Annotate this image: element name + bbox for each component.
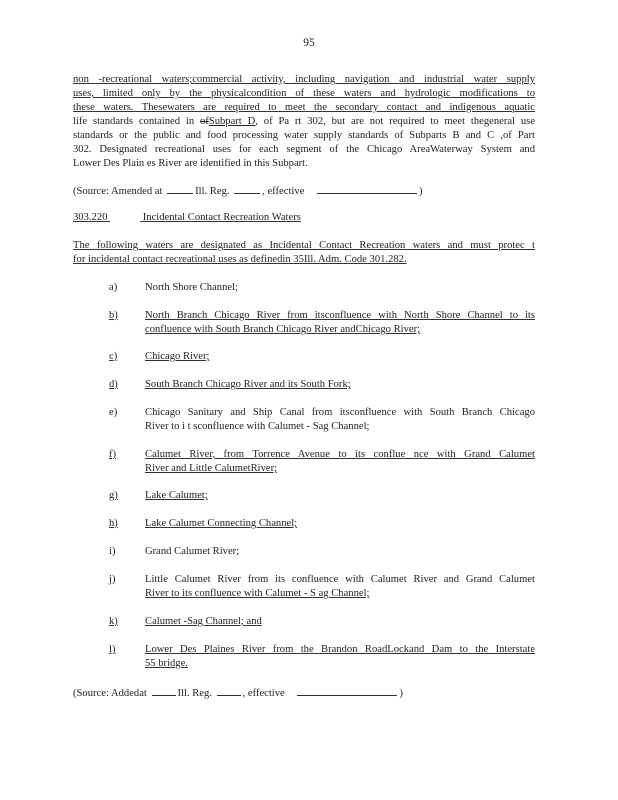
item-label: g) — [109, 490, 118, 501]
blank-page — [234, 183, 260, 194]
p1-line: standards or the public and food processing water supply standards of Subparts B and C ,of Part — [73, 130, 535, 141]
p1-line: these waters. Thesewaters are required to meet the secondary contact and indigenous aquatic — [73, 102, 535, 113]
blank-date — [297, 685, 397, 696]
source-close: ) — [399, 688, 403, 699]
source-effective: , effective — [262, 186, 305, 197]
item-label: c) — [109, 351, 118, 362]
item-label: j) — [109, 574, 116, 585]
p1-line: Lower Des Plain es River are identified in this Subpart. — [73, 158, 308, 169]
item-label: b) — [109, 310, 118, 321]
list-item — [145, 573, 535, 601]
item-line: River to i t sconfluence with Calumet - Sag Channel; — [145, 421, 370, 432]
item-line: Little Calumet River from its confluence with Calumet River and Grand Calumet — [145, 574, 535, 585]
list-item — [145, 406, 535, 434]
paragraph-1 — [73, 73, 535, 171]
paragraph-2 — [73, 239, 535, 267]
list-item — [145, 378, 535, 392]
item-label: l) — [109, 644, 116, 655]
list-item — [145, 489, 535, 503]
item-label: a) — [109, 282, 118, 293]
item-label: e) — [109, 407, 118, 418]
list-item — [145, 615, 535, 629]
item-line: 55 bridge. — [145, 658, 188, 669]
item-line: Chicago River; — [145, 351, 210, 362]
p1-line: uses, limited only by the physicalcondition of these waters and hydrologic modifications to — [73, 88, 535, 99]
p2-line: The following waters are designated as Incidental Contact Recreation waters and must protec t — [73, 240, 535, 251]
inserted-text: Subpart D — [208, 116, 256, 127]
item-line: River and Little CalumetRiver; — [145, 463, 278, 474]
list-item — [145, 350, 535, 364]
list-item — [145, 643, 535, 671]
p1-line — [73, 115, 535, 129]
list-item — [145, 448, 535, 476]
item-line: Calumet River, from Torrence Avenue to its conflue nce with Grand Calumet — [145, 449, 535, 460]
item-label: k) — [109, 616, 118, 627]
blank-volume — [167, 183, 193, 194]
source-note-2 — [73, 685, 403, 701]
source-effective: , effective — [242, 688, 285, 699]
blank-volume — [152, 685, 176, 696]
blank-date — [317, 183, 417, 194]
p1-line: non -recreational waters;commercial activity, including navigation and industrial water supply — [73, 74, 535, 85]
item-line: North Branch Chicago River from itsconfluence with North Shore Channel to its — [145, 310, 535, 321]
section-number: 303.220 — [73, 212, 108, 223]
item-line: confluence with South Branch Chicago River andChicago River; — [145, 324, 421, 335]
page-number: 95 — [303, 37, 315, 49]
list-item — [145, 517, 535, 531]
item-line: Calumet -Sag Channel; and — [145, 616, 262, 627]
item-line: Grand Calumet River; — [145, 546, 240, 557]
item-line: Lower Des Plaines River from the Brandon RoadLockand Dam to the Interstate — [145, 644, 535, 655]
item-line: Lake Calumet; — [145, 490, 208, 501]
item-label: i) — [109, 546, 116, 557]
source-label: (Source: Amended at — [73, 186, 163, 197]
p1-text: life standards contained in — [73, 116, 200, 127]
item-label: h) — [109, 518, 118, 529]
item-line: Lake Calumet Connecting Channel; — [145, 518, 298, 529]
blank-page — [217, 685, 241, 696]
list-item — [145, 281, 535, 295]
section-title: Incidental Contact Recreation Waters — [142, 212, 301, 223]
item-label: d) — [109, 379, 118, 390]
source-label: (Source: Addedat — [73, 688, 147, 699]
source-note-1 — [73, 183, 423, 199]
source-reg: Ill. Reg. — [195, 186, 230, 197]
p2-line: for incidental contact recreational uses as definedin 35Ill. Adm. Code 301.282. — [73, 254, 407, 265]
item-line: North Shore Channel; — [145, 282, 238, 293]
source-close: ) — [419, 186, 423, 197]
item-label: f) — [109, 449, 117, 460]
list-item — [145, 545, 535, 559]
list-item — [145, 309, 535, 337]
item-line: South Branch Chicago River and its South Fork; — [145, 379, 351, 390]
item-line: Chicago Sanitary and Ship Canal from itsconfluence with South Branch Chicago — [145, 407, 535, 418]
section-heading — [73, 211, 327, 225]
p1-line: 302. Designated recreational uses for each segment of the Chicago AreaWaterway System and — [73, 144, 535, 155]
p1-text: , of Pa rt 302, but are not required to meet thegeneral use — [255, 116, 535, 127]
item-line: River to its confluence with Calumet - S ag Channel; — [145, 588, 370, 599]
struck-text: of — [199, 116, 209, 127]
source-reg: Ill. Reg. — [177, 688, 212, 699]
